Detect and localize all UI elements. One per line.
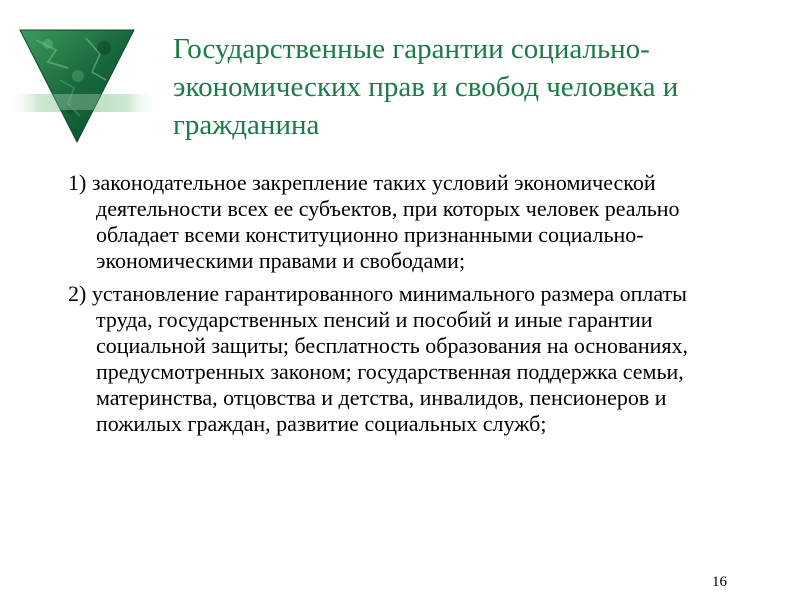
guarantees-list <box>68 170 748 444</box>
list-item: 1) законодательное закрепление таких условий экономической деятельности всех ее субъектов, при которых человек реально обладает всеми конституционно признанными социально-экономическими правами и свободами; <box>68 170 680 273</box>
page-number: 16 <box>712 574 727 590</box>
list-item: 2) установление гарантированного минимального размера оплаты труда, государственных пенсий и пособий и иные гарантии социальной защиты; бесплатность образования на основаниях, предусмотренных законом; государственная поддержка семьи, материнства, отцовства и детства, инвалидов, пенсионеров и пожилых граждан, развитие социальных служб; <box>68 281 688 436</box>
green-triangle-logo-icon <box>8 28 158 144</box>
slide-title: Государственные гарантии социально-экономических прав и свобод человека и гражданина <box>173 33 679 141</box>
